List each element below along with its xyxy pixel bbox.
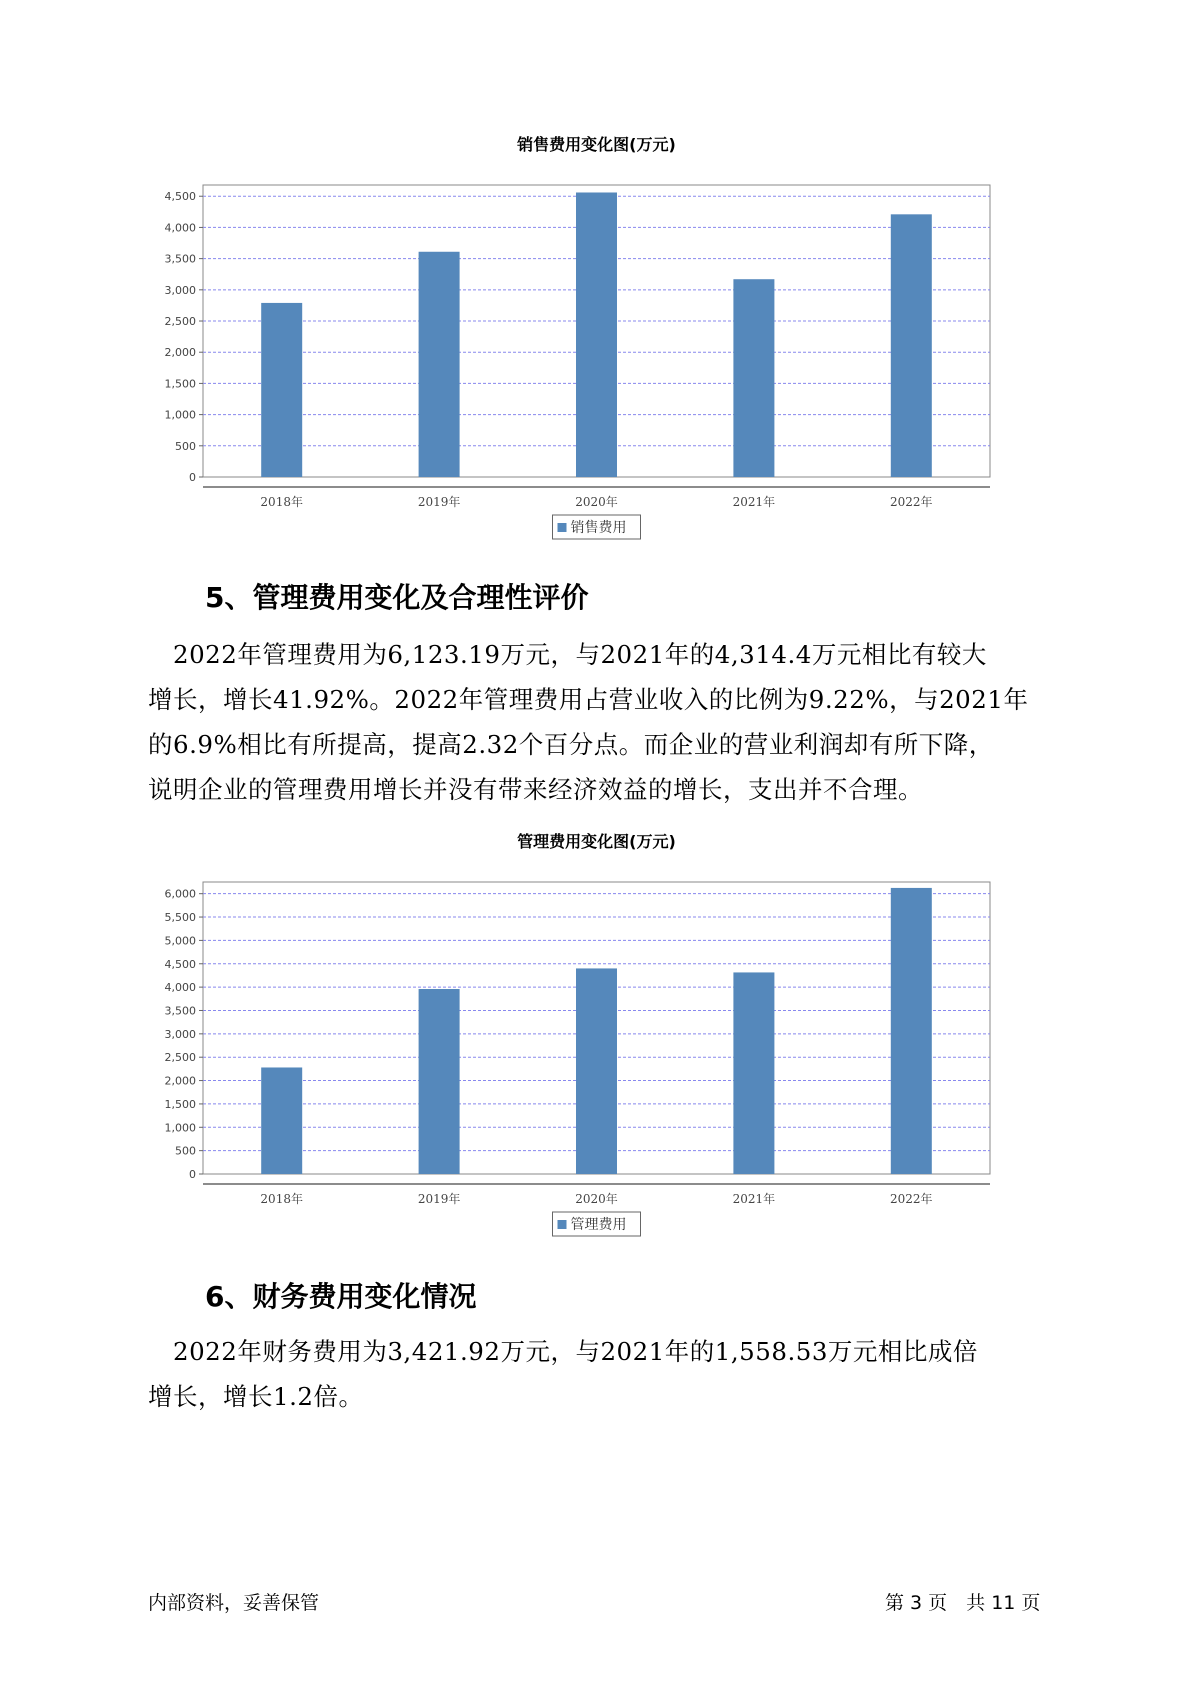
x-tick-label: 2019年: [417, 495, 461, 509]
bar: [576, 192, 617, 477]
chart-title: 销售费用变化图(万元): [517, 135, 676, 154]
section5-paragraph: [148, 632, 1058, 812]
bar: [733, 972, 774, 1174]
section5-line-2: 增长，增长41.92%。2022年管理费用占营业收入的比例为9.22%，与2021年: [148, 685, 1029, 714]
y-tick-label: 4,000: [164, 981, 196, 995]
footer-note: 内部资料，妥善保管: [148, 1592, 320, 1614]
section5-line-3: 的6.9%相比有所提高，提高2.32个百分点。而企业的营业利润却有所下降，: [148, 730, 994, 759]
bar: [576, 968, 617, 1174]
bar: [733, 279, 774, 477]
y-tick-label: 3,000: [164, 283, 196, 297]
admin-expense-chart-svg: [148, 827, 1028, 1287]
legend-label: 销售费用: [570, 520, 627, 536]
y-tick-label: 3,500: [164, 1004, 196, 1018]
legend-swatch: [558, 523, 567, 532]
bar: [419, 989, 460, 1174]
bar: [891, 888, 932, 1174]
y-tick-label: 2,000: [164, 346, 196, 360]
x-tick-label: 2021年: [732, 1192, 776, 1206]
y-tick-label: 0: [189, 1168, 196, 1181]
x-tick-label: 2021年: [732, 495, 776, 509]
section5-heading: 5、管理费用变化及合理性评价: [205, 581, 589, 614]
x-tick-label: 2022年: [890, 495, 933, 509]
legend-swatch: [558, 1220, 567, 1229]
chart-title: 管理费用变化图(万元): [517, 832, 676, 851]
section6-line-1: 2022年财务费用为3,421.92万元，与2021年的1,558.53万元相比成倍: [148, 1337, 978, 1366]
y-tick-label: 1,500: [164, 377, 196, 391]
section6-paragraph: [148, 1329, 1058, 1419]
y-tick-label: 2,500: [164, 1051, 196, 1065]
y-tick-label: 3,500: [164, 252, 196, 266]
x-tick-label: 2018年: [260, 495, 303, 509]
y-tick-label: 5,000: [164, 934, 196, 948]
bar: [419, 252, 460, 477]
y-tick-label: 2,500: [164, 315, 196, 329]
bar: [891, 214, 932, 477]
section6-heading: 6、财务费用变化情况: [205, 1280, 477, 1313]
y-tick-label: 4,500: [164, 190, 196, 204]
y-tick-label: 500: [175, 439, 196, 453]
x-tick-label: 2020年: [575, 495, 618, 509]
x-tick-label: 2020年: [575, 1192, 618, 1206]
sales-expense-chart: [148, 130, 1028, 590]
bar: [261, 303, 302, 477]
section5-line-4: 说明企业的管理费用增长并没有带来经济效益的增长，支出并不合理。: [148, 775, 923, 804]
y-tick-label: 3,000: [164, 1027, 196, 1041]
x-tick-label: 2022年: [890, 1192, 933, 1206]
x-tick-label: 2019年: [417, 1192, 461, 1206]
x-tick-label: 2018年: [260, 1192, 303, 1206]
section6-line-2: 增长，增长1.2倍。: [148, 1382, 364, 1411]
admin-expense-chart: [148, 827, 1028, 1287]
y-tick-label: 0: [189, 471, 196, 484]
page-number: 第 3 页 共 11 页: [885, 1592, 1041, 1614]
y-tick-label: 5,500: [164, 911, 196, 925]
section5-line-1: 2022年管理费用为6,123.19万元，与2021年的4,314.4万元相比有较大: [148, 640, 987, 669]
bar: [261, 1067, 302, 1174]
y-tick-label: 6,000: [164, 887, 196, 901]
y-tick-label: 4,000: [164, 221, 196, 235]
legend-label: 管理费用: [570, 1217, 627, 1233]
y-tick-label: 2,000: [164, 1074, 196, 1088]
y-tick-label: 1,000: [164, 408, 196, 422]
sales-expense-chart-svg: [148, 130, 1028, 590]
y-tick-label: 1,000: [164, 1121, 196, 1135]
y-tick-label: 1,500: [164, 1097, 196, 1111]
y-tick-label: 500: [175, 1144, 196, 1158]
y-tick-label: 4,500: [164, 957, 196, 971]
